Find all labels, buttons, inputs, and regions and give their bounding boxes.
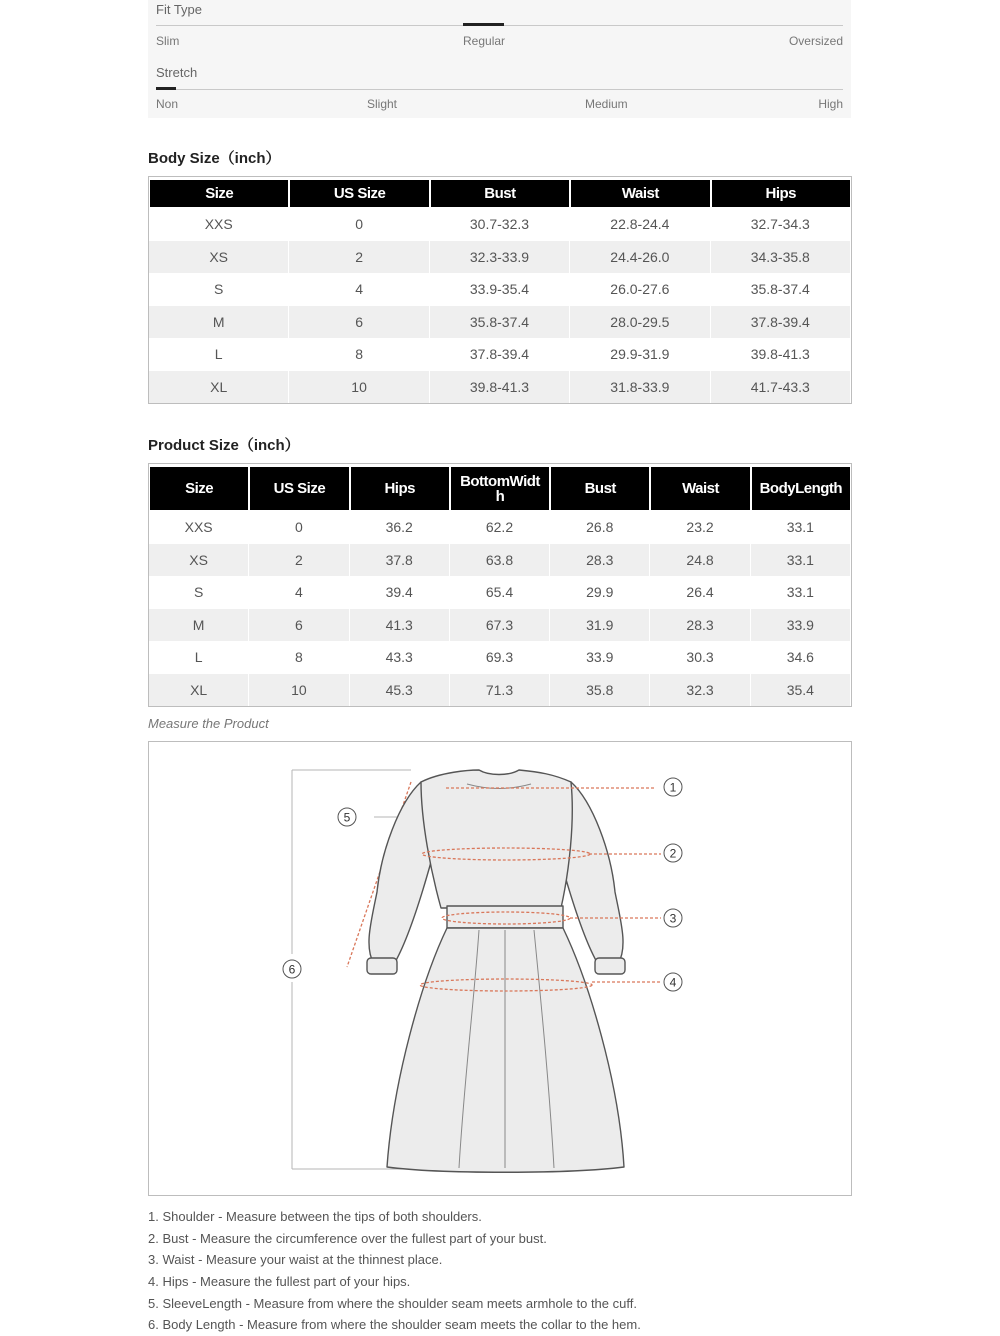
table-cell: 6 <box>289 306 429 339</box>
table-row <box>149 544 851 577</box>
column-header: Hips <box>350 464 450 511</box>
column-header: Bust <box>430 177 570 208</box>
table-cell: 63.8 <box>450 544 550 577</box>
table-cell: L <box>149 641 249 674</box>
table-cell: 29.9-31.9 <box>570 338 710 371</box>
column-header: Hips <box>711 177 851 208</box>
column-header: BodyLength <box>751 464 851 511</box>
table-cell: 31.8-33.9 <box>570 371 710 404</box>
table-cell: 0 <box>249 511 349 544</box>
table-cell: XL <box>149 371 289 404</box>
column-header: US Size <box>289 177 429 208</box>
stretch-scale <box>156 89 843 90</box>
table-cell: M <box>149 306 289 339</box>
table-row <box>149 511 851 544</box>
table-cell: 71.3 <box>450 674 550 707</box>
table-cell: 34.3-35.8 <box>711 241 851 274</box>
note-body-length: 6. Body Length - Measure from where the shoulder seam meets the collar to the hem. <box>148 1317 641 1333</box>
marker-5 <box>338 808 356 826</box>
table-cell: 8 <box>289 338 429 371</box>
table-row <box>149 241 851 274</box>
table-row <box>149 641 851 674</box>
table-cell: 45.3 <box>350 674 450 707</box>
table-cell: 35.4 <box>751 674 851 707</box>
stretch-label: Stretch <box>156 65 198 80</box>
table-cell: 33.1 <box>751 544 851 577</box>
dress-diagram <box>149 742 851 1195</box>
column-header: Waist <box>650 464 750 511</box>
table-cell: 37.8-39.4 <box>430 338 570 371</box>
table-cell: 2 <box>289 241 429 274</box>
table-cell: 29.9 <box>550 576 650 609</box>
fit-option-oversized: Oversized <box>788 34 843 48</box>
table-row <box>149 338 851 371</box>
table-cell: 8 <box>249 641 349 674</box>
table-cell: 33.9 <box>550 641 650 674</box>
table-cell: 37.8-39.4 <box>711 306 851 339</box>
table-cell: 43.3 <box>350 641 450 674</box>
table-cell: S <box>149 273 289 306</box>
table-row <box>149 674 851 707</box>
table-cell: 35.8-37.4 <box>711 273 851 306</box>
marker-3 <box>664 909 682 927</box>
measurement-notes <box>148 1206 848 1336</box>
stretch-option-slight: Slight <box>367 97 398 111</box>
table-cell: 32.7-34.3 <box>711 208 851 241</box>
note-bust: 2. Bust - Measure the circumference over the fullest part of your bust. <box>148 1230 547 1246</box>
table-cell: 26.0-27.6 <box>570 273 710 306</box>
table-cell: 32.3-33.9 <box>430 241 570 274</box>
marker-1 <box>664 778 682 796</box>
table-cell: 36.2 <box>350 511 450 544</box>
table-cell: 24.8 <box>650 544 750 577</box>
table-cell: 28.3 <box>650 609 750 642</box>
table-cell: 24.4-26.0 <box>570 241 710 274</box>
fit-type-label: Fit Type <box>156 2 203 17</box>
table-cell: 30.7-32.3 <box>430 208 570 241</box>
product-size-title: Product Size（inch） <box>148 437 300 454</box>
table-cell: 39.4 <box>350 576 450 609</box>
table-row <box>149 576 851 609</box>
table-cell: 6 <box>249 609 349 642</box>
table-cell: 4 <box>289 273 429 306</box>
table-cell: 67.3 <box>450 609 550 642</box>
table-cell: 4 <box>249 576 349 609</box>
table-cell: 33.9-35.4 <box>430 273 570 306</box>
table-cell: 35.8-37.4 <box>430 306 570 339</box>
note-sleeve-length: 5. SleeveLength - Measure from where the shoulder seam meets armhole to the cuff. <box>148 1295 637 1311</box>
table-cell: 0 <box>289 208 429 241</box>
table-cell: 30.3 <box>650 641 750 674</box>
fit-panel <box>148 0 851 118</box>
table-cell: 28.3 <box>550 544 650 577</box>
table-cell: 41.3 <box>350 609 450 642</box>
column-header: BottomWidth <box>450 464 550 511</box>
fit-option-regular: Regular <box>463 34 506 48</box>
table-cell: 69.3 <box>450 641 550 674</box>
column-header: Waist <box>570 177 710 208</box>
stretch-option-medium: Medium <box>585 97 628 111</box>
table-cell: 39.8-41.3 <box>430 371 570 404</box>
table-cell: 26.4 <box>650 576 750 609</box>
table-cell: XL <box>149 674 249 707</box>
table-cell: L <box>149 338 289 371</box>
column-header: Size <box>149 177 289 208</box>
table-cell: 39.8-41.3 <box>711 338 851 371</box>
table-cell: XXS <box>149 208 289 241</box>
table-cell: 37.8 <box>350 544 450 577</box>
table-cell: 33.1 <box>751 576 851 609</box>
stretch-option-high: High <box>818 97 843 111</box>
note-waist: 3. Waist - Measure your waist at the thinnest place. <box>148 1252 443 1268</box>
table-cell: 65.4 <box>450 576 550 609</box>
table-cell: 33.9 <box>751 609 851 642</box>
table-cell: 33.1 <box>751 511 851 544</box>
svg-text:3: 3 <box>669 911 677 926</box>
marker-2 <box>664 844 682 862</box>
table-cell: 62.2 <box>450 511 550 544</box>
table-row <box>149 609 851 642</box>
stretch-indicator <box>156 87 176 90</box>
table-cell: 28.0-29.5 <box>570 306 710 339</box>
product-size-table <box>148 463 852 707</box>
table-cell: XS <box>149 241 289 274</box>
table-cell: 26.8 <box>550 511 650 544</box>
table-cell: 34.6 <box>751 641 851 674</box>
table-cell: 23.2 <box>650 511 750 544</box>
column-header: Size <box>149 464 249 511</box>
table-cell: XS <box>149 544 249 577</box>
measure-diagram <box>148 741 852 1196</box>
table-row <box>149 306 851 339</box>
column-header: US Size <box>249 464 349 511</box>
svg-text:1: 1 <box>669 780 677 795</box>
column-header: Bust <box>550 464 650 511</box>
marker-6 <box>283 960 301 978</box>
svg-text:4: 4 <box>669 975 677 990</box>
table-row <box>149 273 851 306</box>
table-row <box>149 208 851 241</box>
table-row <box>149 371 851 404</box>
body-size-title: Body Size（inch） <box>148 150 281 167</box>
note-hips: 4. Hips - Measure the fullest part of your hips. <box>148 1274 411 1290</box>
table-cell: 22.8-24.4 <box>570 208 710 241</box>
fit-type-indicator <box>463 23 504 26</box>
measure-caption: Measure the Product <box>148 716 269 731</box>
marker-4 <box>664 973 682 991</box>
table-cell: 10 <box>249 674 349 707</box>
table-cell: M <box>149 609 249 642</box>
table-cell: 2 <box>249 544 349 577</box>
table-cell: 32.3 <box>650 674 750 707</box>
table-cell: S <box>149 576 249 609</box>
table-cell: XXS <box>149 511 249 544</box>
fit-option-slim: Slim <box>156 34 180 48</box>
stretch-option-non: Non <box>156 97 179 111</box>
svg-text:2: 2 <box>669 846 677 861</box>
table-header-row <box>149 464 851 511</box>
table-cell: 10 <box>289 371 429 404</box>
table-header-row <box>149 177 851 208</box>
svg-text:5: 5 <box>343 810 351 825</box>
dress-silhouette <box>367 770 625 1172</box>
table-cell: 35.8 <box>550 674 650 707</box>
svg-text:6: 6 <box>288 962 296 977</box>
table-cell: 31.9 <box>550 609 650 642</box>
table-cell: 41.7-43.3 <box>711 371 851 404</box>
note-shoulder: 1. Shoulder - Measure between the tips of both shoulders. <box>148 1209 482 1224</box>
body-size-table <box>148 176 852 404</box>
